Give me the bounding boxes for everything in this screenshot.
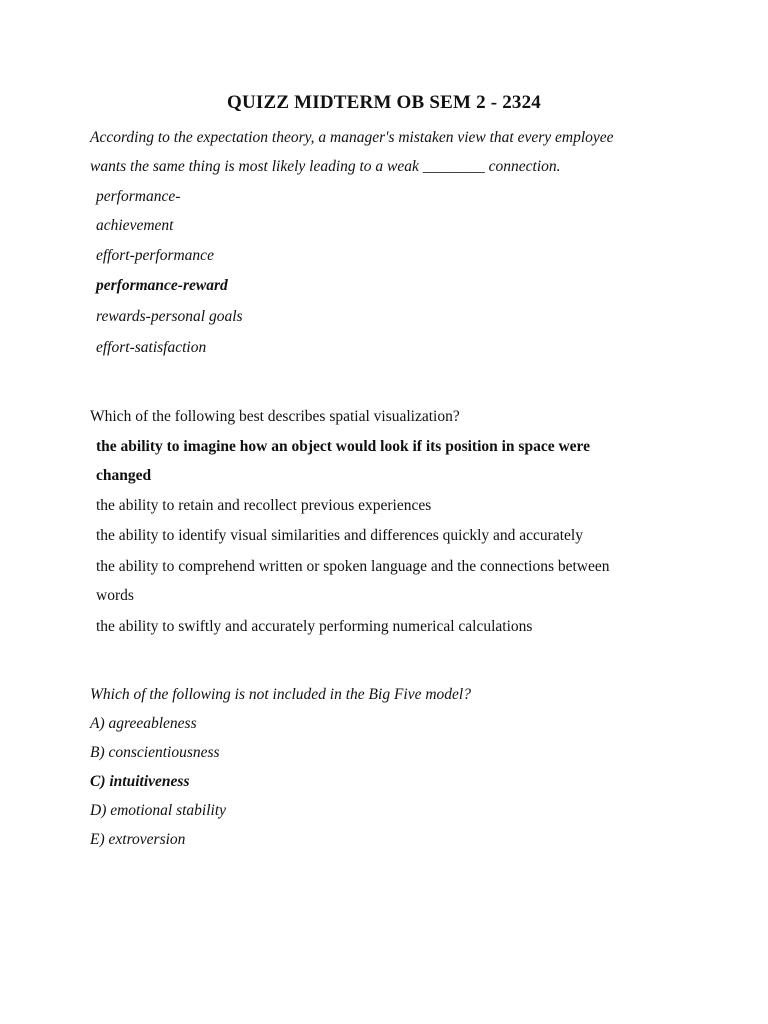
question-3-option: B) conscientiousness	[90, 744, 220, 761]
question-2-correct-option-line-2: changed	[96, 467, 152, 484]
question-1-text-line-1: According to the expectation theory, a manager's mistaken view that every employee	[90, 129, 614, 146]
question-2-option-line-1: the ability to comprehend written or spoken language and the connections between	[96, 558, 610, 575]
question-1-option: rewards-personal goals	[96, 308, 243, 325]
question-2-correct-option-line-1: the ability to imagine how an object would look if its position in space were	[96, 438, 591, 455]
question-3-text: Which of the following is not included in the Big Five model?	[90, 686, 471, 703]
question-1-option: performance-	[96, 188, 181, 205]
question-1-option: achievement	[96, 217, 174, 234]
question-3-option: E) extroversion	[90, 831, 186, 848]
question-1-text-line-2: wants the same thing is most likely leading to a weak ________ connection.	[90, 158, 561, 175]
question-3-option: D) emotional stability	[90, 802, 227, 819]
document-title: QUIZZ MIDTERM OB SEM 2 - 2324	[226, 92, 542, 113]
question-2-option: the ability to identify visual similarities and differences quickly and accurately	[96, 527, 583, 544]
question-3-correct-option: C) intuitiveness	[90, 773, 190, 790]
question-2-option: the ability to retain and recollect previous experiences	[96, 497, 432, 514]
question-2-text: Which of the following best describes spatial visualization?	[90, 408, 460, 425]
question-3-option: A) agreeableness	[90, 715, 197, 732]
question-1-option: effort-satisfaction	[96, 339, 207, 356]
question-1-option: effort-performance	[96, 247, 214, 264]
question-2-option-line-2: words	[96, 587, 134, 604]
question-1-correct-option: performance-reward	[96, 277, 228, 294]
question-2-option: the ability to swiftly and accurately performing numerical calculations	[96, 618, 533, 635]
